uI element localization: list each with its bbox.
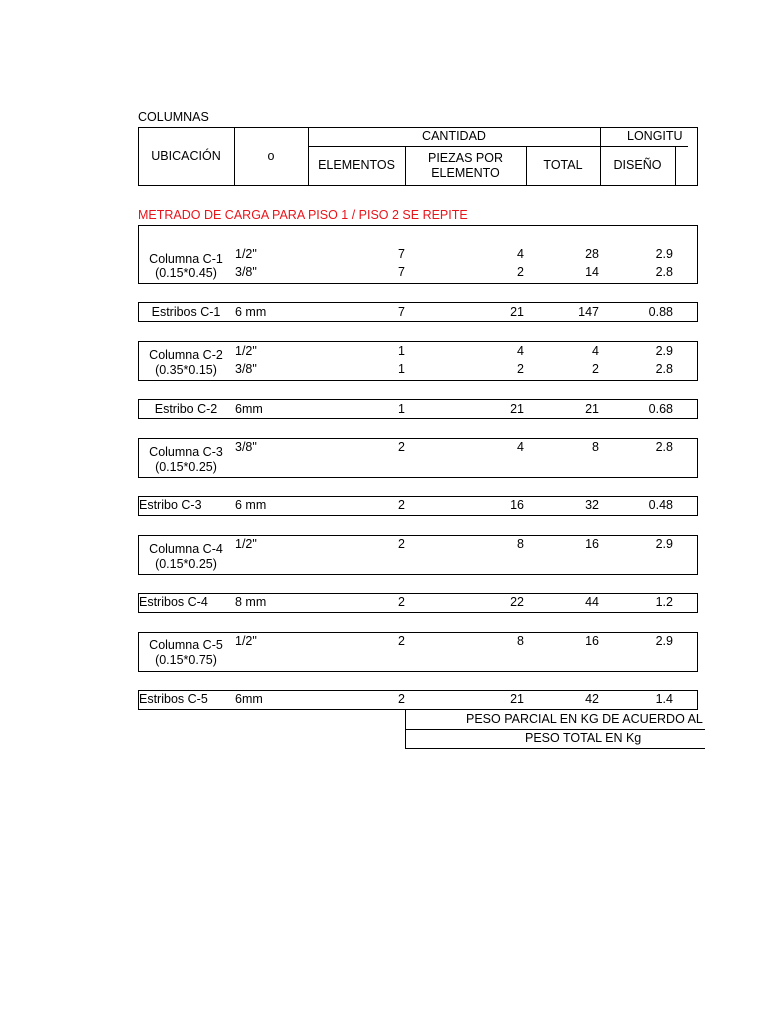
bar-diameter: 1/2" [235, 537, 257, 551]
bar-diameter: 6mm [235, 692, 263, 706]
group-label: Estribos C-1 [151, 305, 221, 319]
group-label: Estribo C-3 [139, 498, 202, 512]
cell-total: 28 [585, 247, 599, 261]
group-section: (0.35*0.15) [155, 363, 217, 377]
sheet-title: COLUMNAS [138, 110, 209, 124]
cell-elementos: 2 [398, 634, 405, 648]
cell-total: 16 [585, 537, 599, 551]
cell-piezas: 21 [510, 402, 524, 416]
bar-diameter: 6mm [235, 402, 263, 416]
group-label: Columna C-2 [149, 348, 223, 362]
header-ubicacion: UBICACIÓN [151, 149, 221, 163]
header-total: TOTAL [543, 158, 583, 172]
cell-piezas: 21 [510, 692, 524, 706]
group-section: (0.15*0.25) [155, 557, 217, 571]
group-label: Estribos C-5 [139, 692, 208, 706]
cell-diseno: 1.2 [655, 595, 673, 609]
cell-total: 14 [585, 265, 599, 279]
peso-parcial-label: PESO PARCIAL EN KG DE ACUERDO AL [466, 712, 703, 726]
cell-piezas: 4 [517, 440, 524, 454]
cell-elementos: 2 [398, 498, 405, 512]
bar-diameter: 3/8" [235, 265, 257, 279]
footer-divider [405, 748, 705, 749]
cell-total: 21 [585, 402, 599, 416]
header-elementos: ELEMENTOS [318, 158, 395, 172]
cell-elementos: 2 [398, 595, 405, 609]
bar-diameter: 1/2" [235, 634, 257, 648]
cell-elementos: 1 [398, 344, 405, 358]
cell-total: 147 [578, 305, 599, 319]
header-longitud: LONGITU [627, 129, 683, 143]
cell-diseno: 0.88 [648, 305, 673, 319]
cell-piezas: 2 [517, 265, 524, 279]
bar-diameter: 1/2" [235, 247, 257, 261]
header-divider [308, 146, 688, 147]
cell-elementos: 1 [398, 362, 405, 376]
header-divider [675, 146, 676, 186]
section-title: METRADO DE CARGA PARA PISO 1 / PISO 2 SE REPITE [138, 208, 468, 222]
group-section: (0.15*0.45) [155, 266, 217, 280]
cell-elementos: 2 [398, 537, 405, 551]
bar-diameter: 3/8" [235, 440, 257, 454]
bar-diameter: 6 mm [235, 498, 267, 512]
cell-total: 44 [585, 595, 599, 609]
header-o: o [267, 149, 275, 163]
cell-piezas: 8 [517, 537, 524, 551]
group-label: Columna C-3 [149, 445, 223, 459]
header-divider [600, 127, 601, 186]
bar-diameter: 1/2" [235, 344, 257, 358]
cell-piezas: 8 [517, 634, 524, 648]
bar-diameter: 8 mm [235, 595, 267, 609]
cell-diseno: 2.8 [655, 265, 673, 279]
cell-diseno: 1.4 [655, 692, 673, 706]
header-cantidad: CANTIDAD [422, 129, 486, 143]
bar-diameter: 6 mm [235, 305, 267, 319]
header-piezas-line1: PIEZAS POR [427, 151, 504, 165]
cell-diseno: 2.9 [655, 634, 673, 648]
cell-elementos: 1 [398, 402, 405, 416]
cell-elementos: 2 [398, 440, 405, 454]
cell-total: 16 [585, 634, 599, 648]
cell-diseno: 0.68 [648, 402, 673, 416]
cell-piezas: 21 [510, 305, 524, 319]
cell-elementos: 7 [398, 265, 405, 279]
group-label: Columna C-5 [149, 638, 223, 652]
cell-diseno: 2.9 [655, 247, 673, 261]
cell-elementos: 7 [398, 247, 405, 261]
cell-piezas: 16 [510, 498, 524, 512]
cell-total: 8 [592, 440, 599, 454]
cell-piezas: 4 [517, 344, 524, 358]
cell-diseno: 2.8 [655, 362, 673, 376]
group-section: (0.15*0.75) [155, 653, 217, 667]
cell-diseno: 2.9 [655, 344, 673, 358]
footer-divider [405, 729, 705, 730]
bar-diameter: 3/8" [235, 362, 257, 376]
cell-diseno: 2.9 [655, 537, 673, 551]
cell-diseno: 0.48 [648, 498, 673, 512]
header-piezas-line2: ELEMENTO [431, 166, 500, 180]
header-diseno: DISEÑO [613, 158, 662, 172]
cell-piezas: 4 [517, 247, 524, 261]
cell-diseno: 2.8 [655, 440, 673, 454]
cell-piezas: 2 [517, 362, 524, 376]
cell-total: 32 [585, 498, 599, 512]
group-section: (0.15*0.25) [155, 460, 217, 474]
peso-total-label: PESO TOTAL EN Kg [525, 731, 642, 745]
group-label: Estribo C-2 [154, 402, 218, 416]
group-label: Estribos C-4 [139, 595, 208, 609]
cell-elementos: 2 [398, 692, 405, 706]
cell-elementos: 7 [398, 305, 405, 319]
cell-total: 4 [592, 344, 599, 358]
cell-total: 42 [585, 692, 599, 706]
group-label: Columna C-1 [149, 252, 223, 266]
cell-piezas: 22 [510, 595, 524, 609]
group-label: Columna C-4 [149, 542, 223, 556]
cell-total: 2 [592, 362, 599, 376]
